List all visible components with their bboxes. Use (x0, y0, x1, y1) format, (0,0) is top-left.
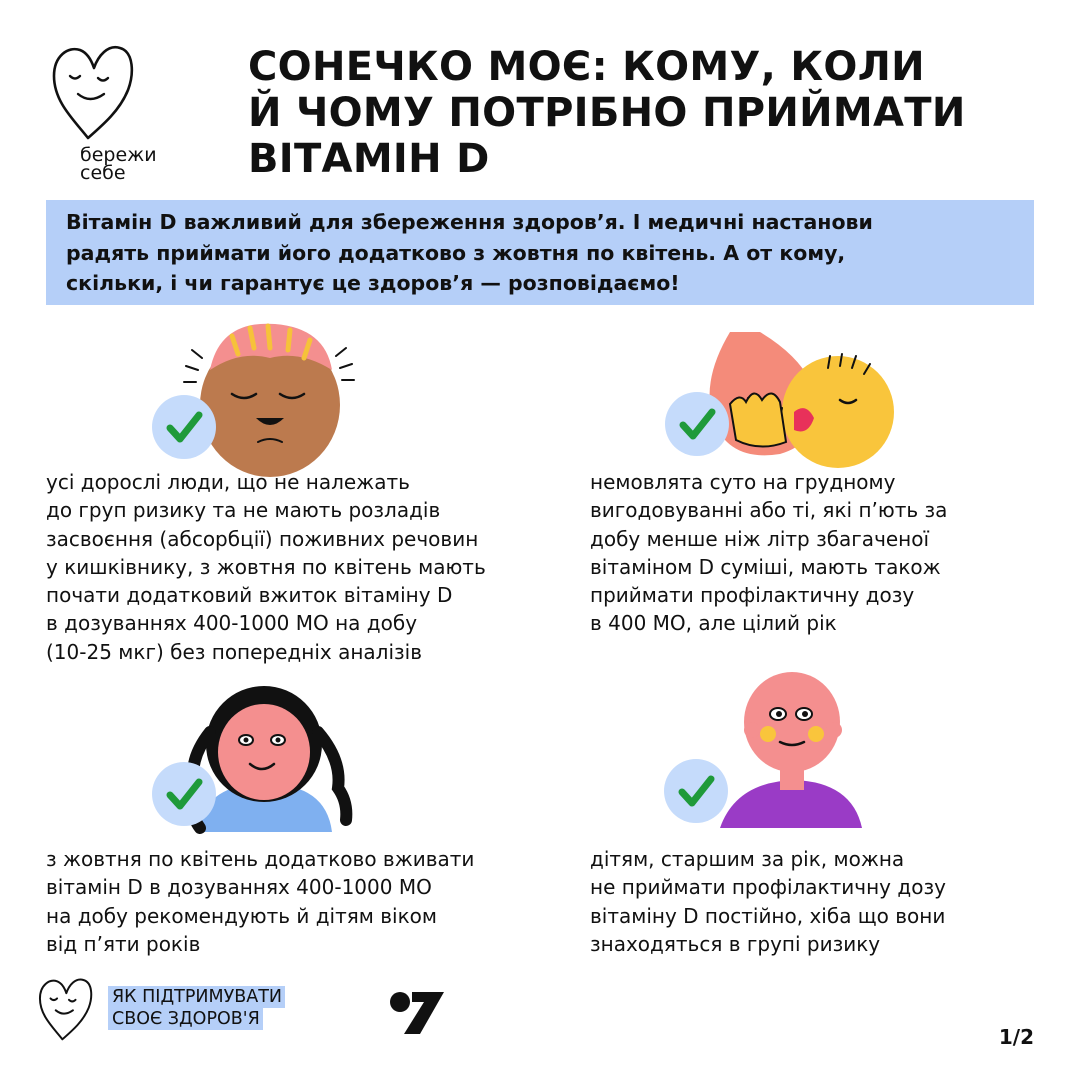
brand-mark-icon (390, 990, 446, 1036)
item-2-line-4: вітаміном D суміші, мають також (590, 554, 941, 579)
item-4-line-2: не приймати профілактичну дозу (590, 875, 946, 900)
intro-text (66, 207, 1026, 299)
intro-line-3: скільки, і чи гарантує це здоров’я — розповідаємо! (66, 271, 680, 295)
title-line-3: ВІТАМІН D (248, 136, 490, 182)
intro-line-2: радять приймати його додатково з жовтня по квітень. А от кому, (66, 240, 846, 265)
logo-line-2: себе (80, 162, 126, 184)
item-2-line-1: немовлята суто на грудному (590, 470, 896, 494)
item-3-line-3: на добу рекомендують й дітям віком (46, 903, 437, 928)
item-4-line-1: дітям, старшим за рік, можна (590, 847, 905, 871)
series-label-line-2: СВОЄ ЗДОРОВ'Я (108, 1008, 263, 1030)
item-4-line-4: знаходяться в групі ризику (590, 931, 881, 956)
item-4-line-3: вітаміну D постійно, хіба що вони (590, 903, 946, 928)
logo-line-1: бережи (80, 144, 157, 166)
item-1-line-3: засвоєння (абсорбції) поживних речовин (46, 526, 479, 551)
item-3-line-2: вітамін D в дозуваннях 400-1000 МО (46, 875, 432, 900)
item-1-text (46, 468, 486, 666)
intro-banner (46, 200, 1034, 305)
heart-face-footer-icon (36, 976, 94, 1042)
series-label (108, 986, 285, 1030)
series-label-line-1: ЯК ПІДТРИМУВАТИ (108, 986, 285, 1008)
item-1-line-6: в дозуваннях 400-1000 МО на добу (46, 611, 418, 636)
item-2-line-3: добу менше ніж літр збагаченої (590, 526, 930, 551)
title-line-1: СОНЕЧКО МОЄ: КОМУ, КОЛИ (248, 44, 925, 90)
item-4-text (590, 845, 946, 958)
item-1-line-5: почати додатковий вжиток вітаміну D (46, 583, 453, 608)
item-2-line-2: вигодовуванні або ті, які п’ють за (590, 498, 948, 523)
item-1-line-4: у кишківнику, з жовтня по квітень мають (46, 554, 486, 579)
item-2-line-5: приймати профілактичну дозу (590, 583, 915, 608)
item-3-text (46, 845, 474, 958)
item-1-line-7: (10-25 мкг) без попередніх аналізів (46, 639, 422, 664)
item-1-line-1: усі дорослі люди, що не належать (46, 470, 410, 494)
bald-child-illustration (706, 672, 876, 832)
check-icon (662, 757, 730, 825)
intro-line-1: Вітамін D важливий для збереження здоров’я. І медичні настанови (66, 210, 873, 234)
check-icon (150, 393, 218, 461)
item-3-line-4: від п’яти років (46, 931, 201, 956)
heart-face-logo-icon (48, 42, 136, 142)
page-title (248, 44, 1038, 182)
item-3-line-1: з жовтня по квітень додатково вживати (46, 847, 475, 871)
item-2-line-6: в 400 МО, але цілий рік (590, 611, 837, 636)
page-number: 1/2 (998, 1025, 1034, 1049)
check-icon (150, 760, 218, 828)
item-1-line-2: до груп ризику та не мають розладів (46, 498, 441, 523)
logo-wordmark (80, 146, 157, 182)
item-2-text (590, 468, 947, 638)
title-line-2: Й ЧОМУ ПОТРІБНО ПРИЙМАТИ (248, 90, 966, 136)
check-icon (663, 390, 731, 458)
